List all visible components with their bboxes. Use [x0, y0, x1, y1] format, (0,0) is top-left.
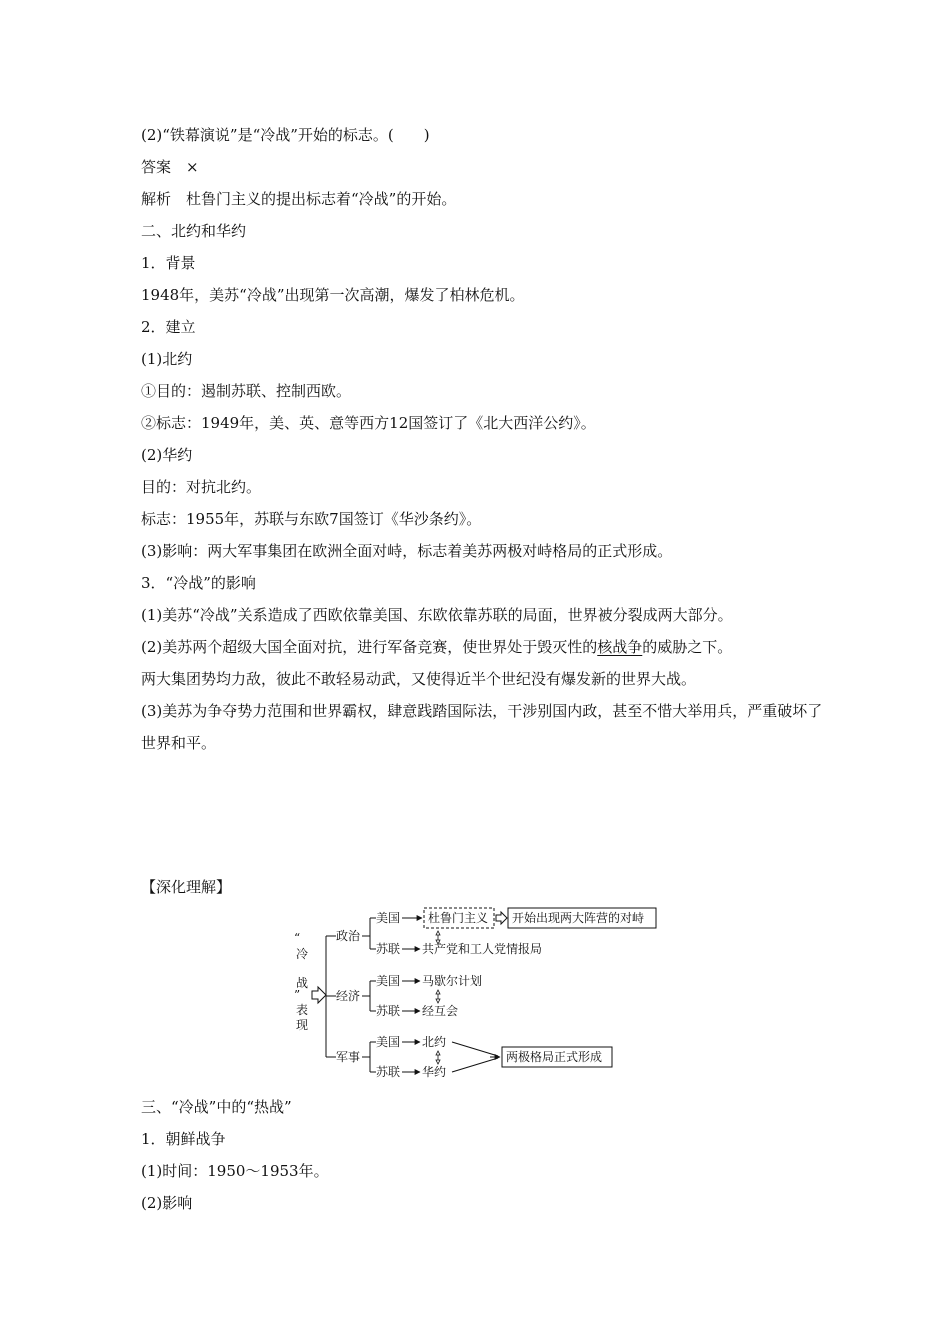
- hollow-arrow-icon: [496, 912, 507, 924]
- question-2: (2)“铁幕演说”是“冷战”开始的标志。( ): [141, 126, 430, 144]
- impact-2: [141, 636, 732, 658]
- root-char-1: 冷: [296, 947, 309, 961]
- section-2-1-heading: 1．背景: [141, 254, 196, 272]
- korea-impact: (2)影响: [141, 1194, 193, 1212]
- warsaw-purpose: 目的：对抗北约。: [141, 478, 262, 496]
- military-usa: 美国: [376, 1035, 401, 1049]
- bipolar-result: 两极格局正式形成: [506, 1050, 603, 1064]
- economy-usa: 美国: [376, 974, 401, 988]
- section-2-title: 二、北约和华约: [141, 222, 247, 240]
- politics-usa: 美国: [376, 911, 401, 925]
- analysis-line: 解析 杜鲁门主义的提出标志着“冷战”的开始。: [141, 190, 457, 208]
- root-char-4: 现: [296, 1018, 309, 1032]
- impact-3: (3)美苏为争夺势力范围和世界霸权，肆意践踏国际法，干涉别国内政，甚至不惜大举用兵，严重破坏了世界和平。: [141, 702, 823, 752]
- impact-2-pre: (2)美苏两个超级大国全面对抗，进行军备竞赛，使世界处于毁灭性的: [141, 638, 598, 656]
- warsaw-heading: (2)华约: [141, 446, 193, 464]
- cominform: 共产党和工人党情报局: [422, 942, 543, 956]
- nato-node: 北约: [422, 1035, 447, 1049]
- nato-sign: ②标志：1949年，美、英、意等西方12国签订了《北大西洋公约》。: [141, 414, 596, 432]
- truman-doctrine: 杜鲁门主义: [428, 911, 489, 925]
- korea-time: (1)时间：1950～1953年。: [141, 1162, 329, 1180]
- warsaw-sign: 标志：1955年，苏联与东欧7国签订《华沙条约》。: [141, 510, 482, 528]
- section-2-3-heading: 3．“冷战”的影响: [141, 574, 256, 592]
- two-camps-result: 开始出现两大阵营的对峙: [512, 911, 645, 925]
- root-char-2: 战: [296, 976, 309, 990]
- impact-1: (1)美苏“冷战”关系造成了西欧依靠美国、东欧依靠苏联的局面，世界被分裂成两大部分。: [141, 606, 733, 624]
- cold-war-diagram: [290, 904, 670, 1086]
- nato-purpose: ①目的：遏制苏联、控制西欧。: [141, 382, 352, 400]
- comecon: 经互会: [422, 1004, 459, 1018]
- politics-ussr: 苏联: [376, 942, 401, 956]
- root-quote-open: “: [294, 931, 301, 945]
- section-3-title: 三、“冷战”中的“热战”: [141, 1098, 292, 1116]
- economy-ussr: 苏联: [376, 1004, 401, 1018]
- section-2-2-heading: 2．建立: [141, 318, 196, 336]
- impact-2-post: 的威胁之下。: [642, 638, 733, 656]
- marshall-plan: 马歇尔计划: [422, 974, 483, 988]
- nato-heading: (1)北约: [141, 350, 193, 368]
- root-char-3: 表: [296, 1003, 309, 1017]
- deepen-heading: 【深化理解】: [141, 878, 232, 896]
- military-ussr: 苏联: [376, 1065, 401, 1079]
- section-2-1-text: 1948年，美苏“冷战”出现第一次高潮，爆发了柏林危机。: [141, 286, 525, 304]
- answer-line: 答案 ×: [141, 158, 199, 176]
- root-hollow-arrow-icon: [312, 987, 326, 1003]
- nuclear-war-underlined: 核战争: [597, 638, 643, 656]
- impact-2b: 两大集团势均力敌，彼此不敢轻易动武，又使得近半个世纪没有爆发新的世界大战。: [141, 670, 697, 688]
- root-quote-close: ”: [294, 988, 301, 1002]
- section-3-1-heading: 1．朝鲜战争: [141, 1130, 226, 1148]
- branch-economy: 经济: [336, 989, 361, 1003]
- bloc-impact: (3)影响：两大军事集团在欧洲全面对峙，标志着美苏两极对峙格局的正式形成。: [141, 542, 673, 560]
- branch-military: 军事: [336, 1050, 361, 1064]
- warsaw-node: 华约: [422, 1065, 447, 1079]
- branch-politics: 政治: [336, 929, 361, 943]
